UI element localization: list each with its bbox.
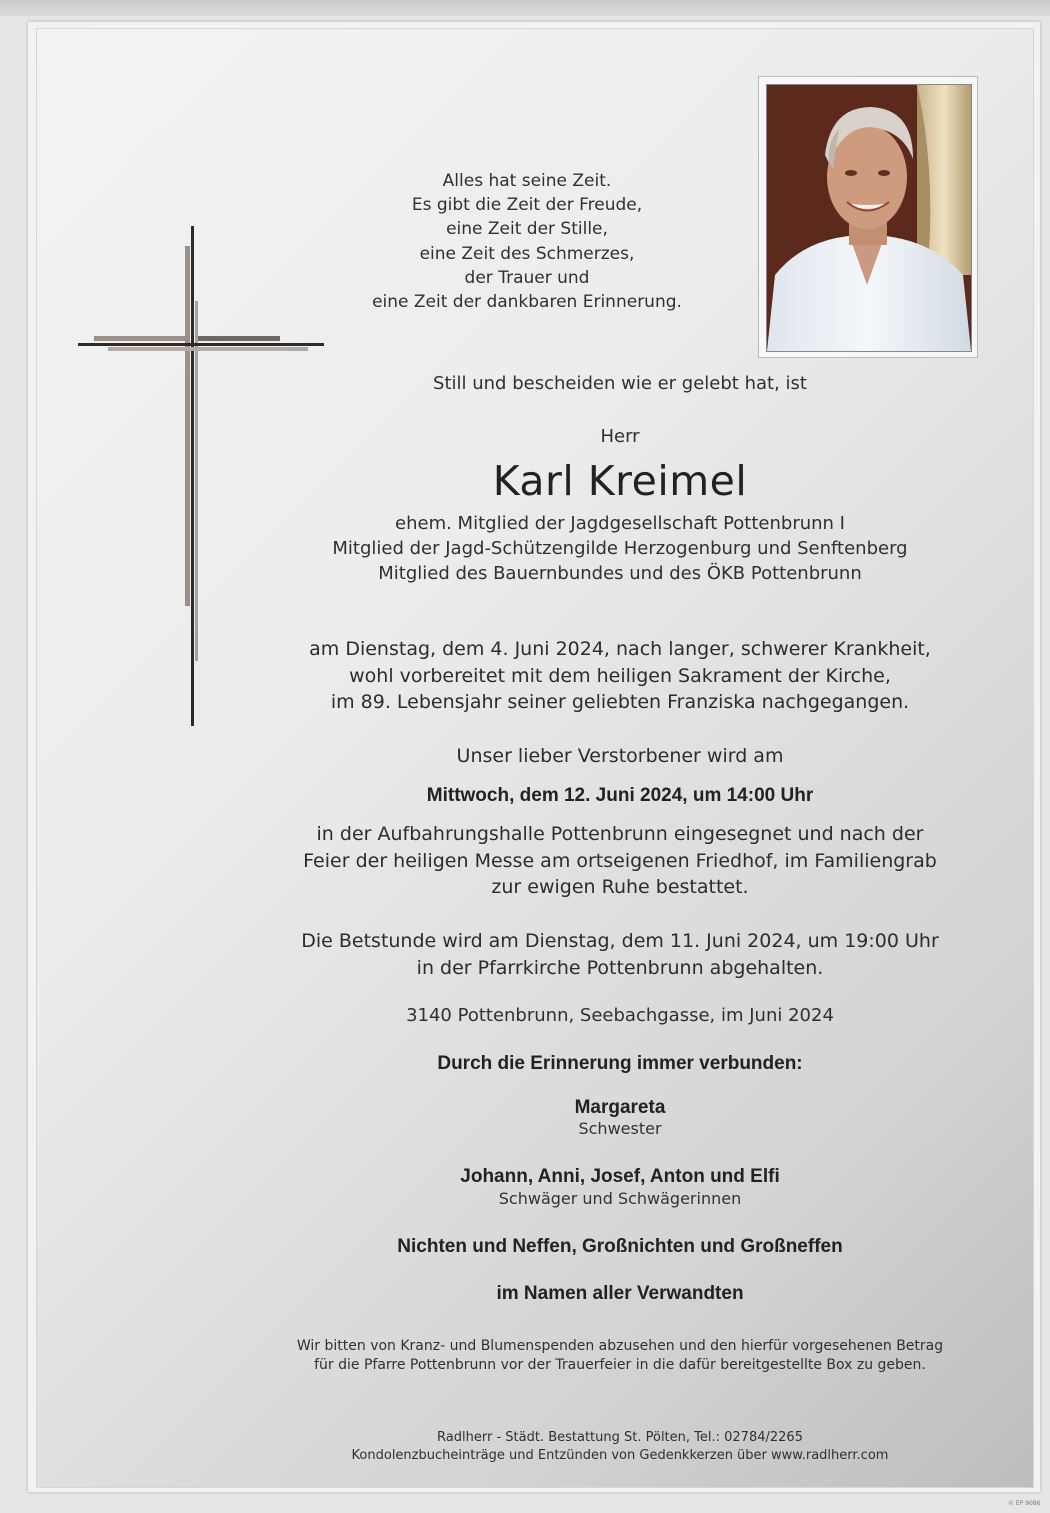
poem-line: eine Zeit der Stille, [446,219,608,240]
portrait-photo [766,84,972,352]
funeral-details-line: zur ewigen Ruhe bestattet. [491,876,749,899]
funeral-date: Mittwoch, dem 12. Juni 2024, um 14:00 Uhr [426,785,814,806]
copyright-mark: © EP 9086 [1008,1500,1041,1507]
place-date: 3140 Pottenbrunn, Seebachgasse, im Juni 2024 [406,1005,834,1026]
donation-note [267,1337,973,1375]
funeral-details-line: Feier der heiligen Messe am ortseigenen Friedhof, im Familiengrab [303,849,937,872]
mourner-role: Schwester [578,1119,662,1138]
prayer-line: in der Pfarrkirche Pottenbrunn abgehalten. [416,956,824,979]
cross-vertical-dark [191,226,194,726]
death-notice-line: wohl vorbereitet mit dem heiligen Sakrament der Kirche, [349,664,891,687]
donation-note-line: Wir bitten von Kranz- und Blumenspenden abzusehen und den hierfür vorgesehenen Betrag [296,1338,944,1354]
cross-horizontal-shadow [108,347,308,351]
death-notice-line: im 89. Lebensjahr seiner geliebten Franziska nachgegangen. [330,691,910,714]
deceased-name: Karl Kreimel [492,457,748,505]
poem-line: der Trauer und [464,267,590,288]
mourner-names: Margareta [574,1097,666,1118]
top-border-strip [0,0,1050,16]
cross-vertical-shadow [195,301,198,661]
cross-vertical-light [185,246,190,606]
membership-line: ehem. Mitglied der Jagdgesellschaft Pottenbrunn I [395,513,845,534]
mourners-heading: Durch die Erinnerung immer verbunden: [437,1053,803,1074]
cross-horizontal-dark [78,343,324,346]
prayer-notice [267,928,973,981]
parte-panel [36,28,1034,1488]
poem-line: eine Zeit der dankbaren Erinnerung. [372,292,682,313]
footer-line: Kondolenzbucheinträge und Entzünden von Gedenkkerzen über www.radlherr.com [351,1448,889,1463]
footer-line: Radlherr - Städt. Bestattung St. Pölten, Tel.: 02784/2265 [437,1430,803,1445]
cross-horizontal-light-right [198,336,280,341]
mourners-extra-line: im Namen aller Verwandten [496,1283,744,1304]
death-notice [267,636,973,716]
funeral-details [267,821,973,901]
salutation: Herr [600,426,640,447]
intro-text: Still und bescheiden wie er gelebt hat, ist [433,373,807,394]
donation-note-line: für die Pfarre Pottenbrunn vor der Trauerfeier in die dafür bereitgestellte Box zu geben. [314,1357,926,1373]
membership-line: Mitglied der Jagd-Schützengilde Herzogenburg und Senftenberg [332,538,908,559]
mourner-role: Schwäger und Schwägerinnen [498,1189,742,1208]
undertaker-footer [267,1429,973,1465]
parte-card [28,22,1040,1492]
cross-horizontal-light-left [94,336,190,341]
poem-line: Es gibt die Zeit der Freude, [411,195,643,216]
poem-line: Alles hat seine Zeit. [442,171,612,191]
portrait-image [767,85,971,351]
memberships [267,511,973,586]
portrait-frame [758,76,978,358]
prayer-line: Die Betstunde wird am Dienstag, dem 11. Juni 2024, um 19:00 Uhr [301,930,939,952]
membership-line: Mitglied des Bauernbundes und des ÖKB Pottenbrunn [378,563,862,584]
poem [287,169,767,314]
funeral-details-line: in der Aufbahrungshalle Pottenbrunn eingesegnet und nach der [316,823,924,845]
funeral-intro: Unser lieber Verstorbener wird am [456,745,784,767]
mourners-extra-line: Nichten und Neffen, Großnichten und Großneffen [397,1236,843,1257]
poem-line: eine Zeit des Schmerzes, [419,243,635,264]
mourner-names: Johann, Anni, Josef, Anton und Elfi [460,1166,780,1187]
death-notice-line: am Dienstag, dem 4. Juni 2024, nach langer, schwerer Krankheit, [309,638,931,660]
